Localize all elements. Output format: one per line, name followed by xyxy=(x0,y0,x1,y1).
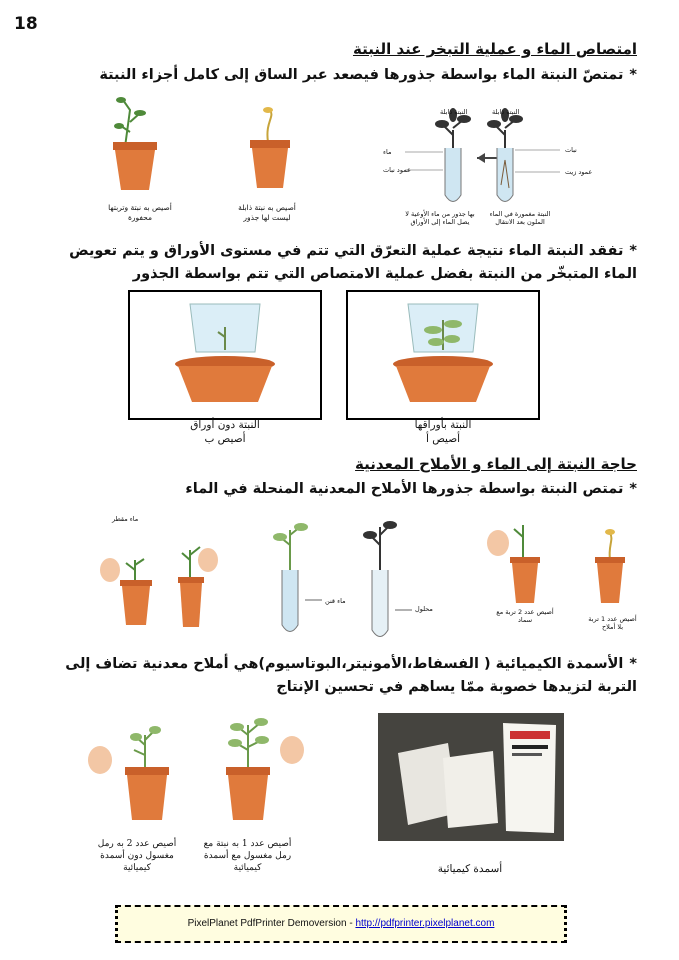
bullet-absorption xyxy=(37,64,637,87)
pot-caption-2: أصيص عدد 2 تربة مع سماد xyxy=(496,608,554,624)
tube-top-label-2: النبتة ذابلة xyxy=(492,108,520,116)
bagged-pot-no-leaves xyxy=(130,292,320,418)
pot-wilted-plant xyxy=(250,107,290,188)
bullet-minerals xyxy=(37,478,637,501)
caption-pot-2-fertilizer: أصيص عدد 2 به رمل مغسول دون أسمدة كيميائية xyxy=(97,839,177,873)
section-heading-absorption: امتصاص الماء و عملية التبخر عند النبتة xyxy=(352,40,637,58)
bullet-fertilizers xyxy=(37,653,637,699)
row-label-1: ماء مقطر xyxy=(112,515,139,523)
figure-fertilizer-pots xyxy=(70,705,330,835)
tube-right xyxy=(487,108,523,202)
caption-box-a-line1: النبتة بأوراقها xyxy=(414,419,472,431)
row-label-2: ماء قنن xyxy=(325,597,346,605)
experiment-box-b xyxy=(128,290,322,420)
bullet-star: * xyxy=(629,656,637,672)
tube-with-plant-2 xyxy=(363,521,397,637)
caption-pot-1-fertilizer: أصيص عدد 1 به نبتة مع رمل مغسول مع أسمدة كيميائية xyxy=(203,839,292,873)
pot-wilted-4 xyxy=(595,529,625,603)
demo-footer xyxy=(115,905,567,943)
photo-caption: أسمدة كيميائية xyxy=(437,863,503,875)
bullet-text: تمتص النبتة بواسطة جذورها الأملاح المعدنية المنحلة في الماء xyxy=(185,481,624,497)
bullet-star: * xyxy=(629,481,637,497)
caption-pot-plant: أصيص به نبتة وتربتها محفورة xyxy=(108,203,172,222)
caption-box-b-line1: النبتة دون أوراق xyxy=(190,419,260,431)
page-number: 18 xyxy=(14,14,38,34)
bagged-pot-with-leaves xyxy=(348,292,538,418)
caption-box-a-line2: أصيص أ xyxy=(425,433,461,445)
tube-side-label-r2: عمود زيت xyxy=(565,168,593,176)
footer-text: PixelPlanet PdfPrinter Demoversion - xyxy=(187,918,356,929)
caption-box-a xyxy=(368,418,518,446)
experiment-box-a xyxy=(346,290,540,420)
pot-caption-1: أصيص عدد 1 تربة بلا أملاح xyxy=(588,615,637,631)
bullet-text: تفقد النبتة الماء نتيجة عملية التعرّق التي تتم في مستوى الأوراق و يتم تعويض الماء المتبخّر من النبتة بفضل عملية الامتصاص التي تتم بواسطة الجذور xyxy=(69,243,637,282)
tube-left xyxy=(435,108,471,202)
caption-box-b-line2: أصيص ب xyxy=(204,433,246,445)
pot-hand-left xyxy=(100,558,152,625)
footer-link[interactable]: http://pdfprinter.pixelplanet.com xyxy=(355,918,495,929)
tube-with-plant-1 xyxy=(273,523,308,632)
caption-pot-wilted: أصيص به نبتة ذابلة ليست لها جذور xyxy=(238,203,296,222)
tube-side-label-r1: نبات xyxy=(565,146,577,154)
figure-test-tubes xyxy=(385,100,585,220)
section-heading-minerals: حاجة النبتة إلى الماء و الأملاح المعدنية xyxy=(355,455,637,473)
tube-bottom-caption-2: النبتة مغمورة في الماء الملون بعد الانتقال xyxy=(489,210,551,226)
bullet-text: تمتصّ النبتة الماء بواسطة جذورها فيصعد عبر الساق إلى كامل أجزاء النبتة xyxy=(99,67,624,83)
bullet-text: الأسمدة الكيميائية ( الفسفاط،الأمونيتر،البوتاسيوم)هي أملاح معدنية تضاف إلى التربة لتزيدها خصوبة ممّا يساهم في تحسين الإنتاج xyxy=(65,656,637,695)
pot-sand-with-fertilizer xyxy=(226,718,304,820)
tube-side-label-l2: عمود نبات xyxy=(383,166,411,174)
tube-bottom-caption-1: بها جذور من ماء الأوعية لا يصل الماء إلى الأوراق xyxy=(405,210,475,226)
figure-mineral-experiments xyxy=(90,505,650,650)
pot-hand-right xyxy=(178,547,218,627)
tube-side-label-l1: ماء xyxy=(383,148,392,156)
pot-with-plant xyxy=(113,97,157,190)
pot-hand-3 xyxy=(487,525,540,603)
fertilizer-photo xyxy=(378,713,564,841)
bullet-star: * xyxy=(629,243,637,259)
fertilizer-bags-image xyxy=(378,713,564,841)
bullet-star: * xyxy=(629,67,637,83)
tube-top-label-1: النبتة ذابلة xyxy=(440,108,468,116)
pot-sand-no-fertilizer xyxy=(88,726,169,820)
row-label-3: محلول xyxy=(415,605,433,613)
bullet-transpiration xyxy=(37,240,637,286)
caption-box-b xyxy=(150,418,300,446)
